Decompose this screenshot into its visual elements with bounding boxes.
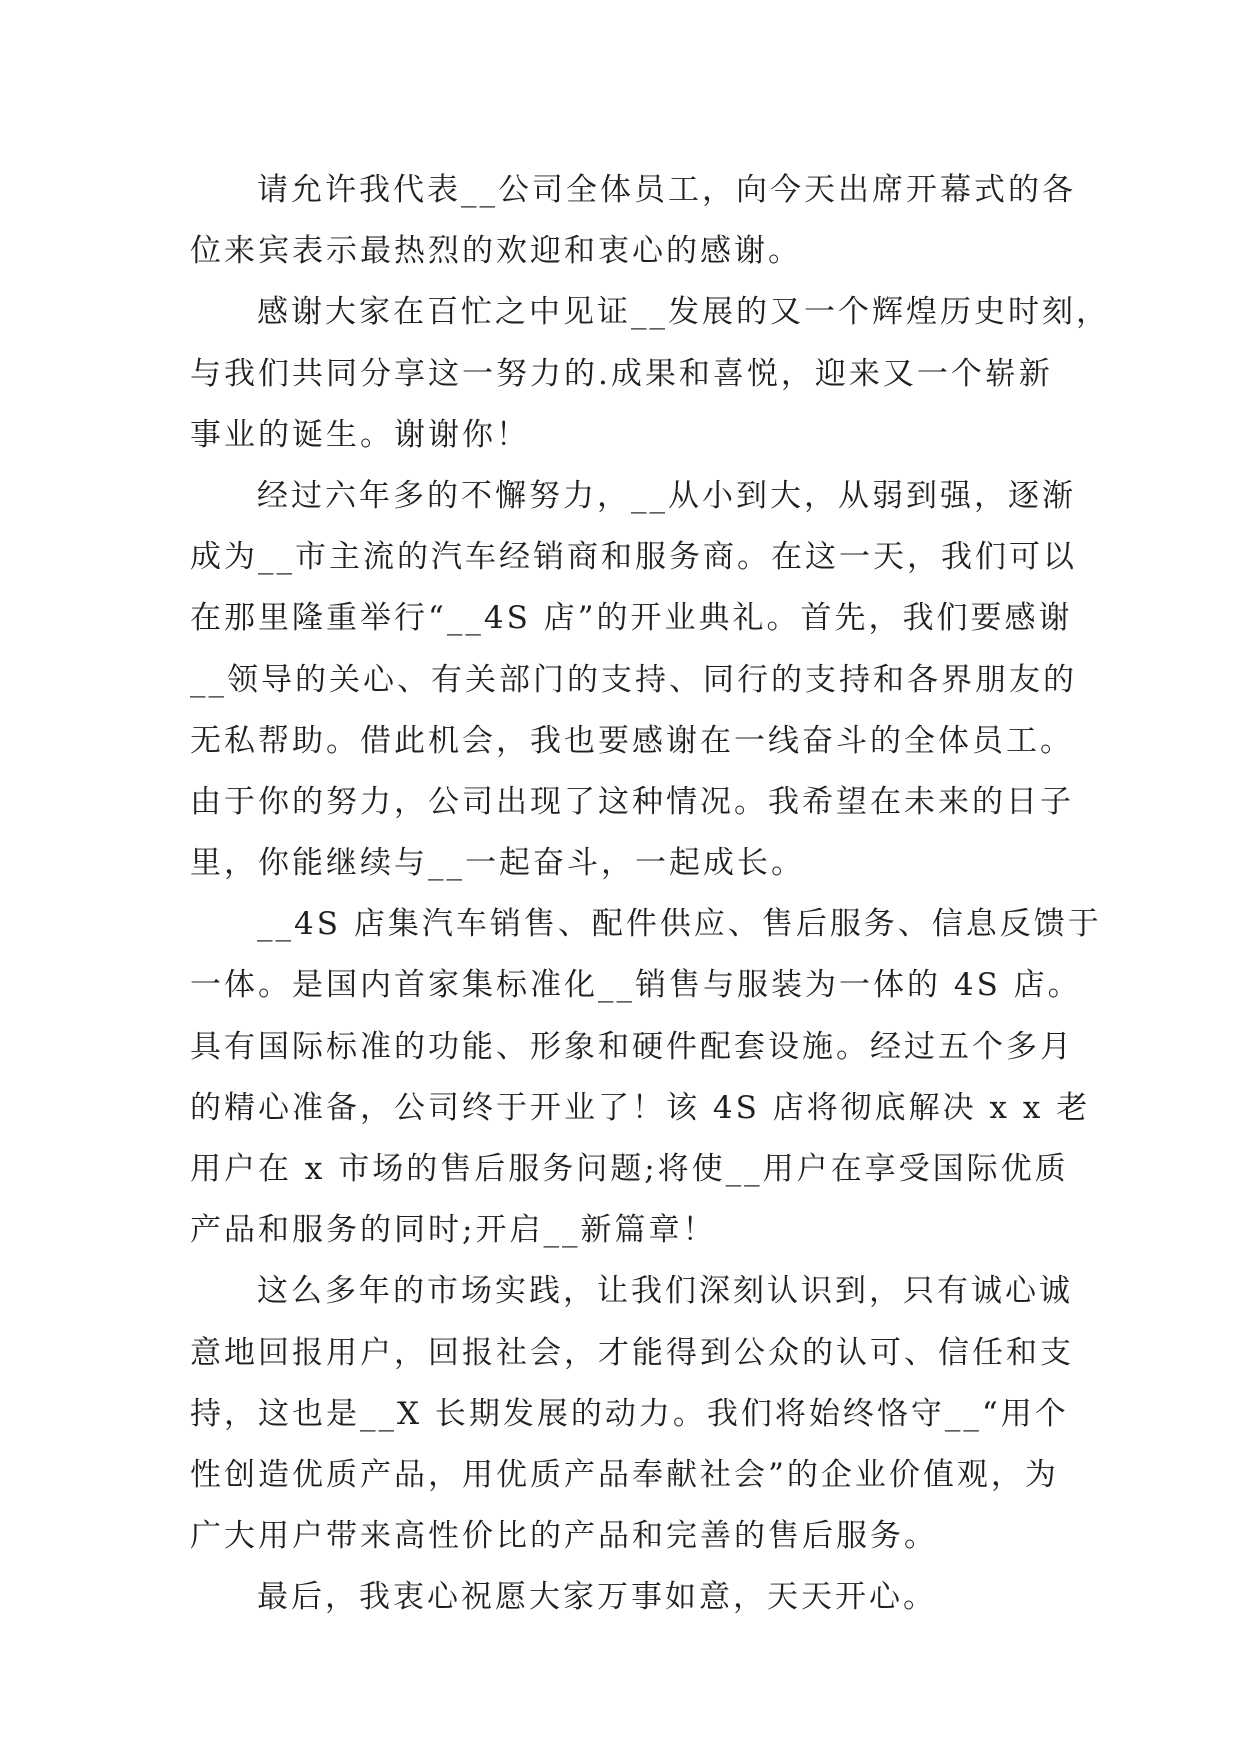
paragraph	[190, 1567, 1090, 1628]
text-line: 请允许我代表__公司全体员工，向今天出席开幕式的各	[257, 172, 1076, 208]
text-line: 产品和服务的同时;开启__新篇章！	[190, 1212, 717, 1249]
text-line: 由于你的努力，公司出现了这种情况。我希望在未来的日子	[190, 783, 1074, 820]
text-line: 持，这也是__X 长期发展的动力。我们将始终恪守__“用个	[190, 1395, 1069, 1432]
text-line: 无私帮助。借此机会，我也要感谢在一线奋斗的全体员工。	[190, 722, 1074, 759]
text-line: 意地回报用户，回报社会，才能得到公众的认可、信任和支	[190, 1334, 1074, 1371]
document-body	[190, 160, 1110, 1629]
paragraph	[190, 282, 1110, 466]
paragraph	[190, 894, 1102, 1261]
paragraph	[190, 160, 1090, 282]
text-line: 里，你能继续与__一起奋斗，一起成长。	[190, 845, 805, 882]
text-line: 位来宾表示最热烈的欢迎和衷心的感谢。	[190, 233, 802, 270]
text-line: 一体。是国内首家集标准化__销售与服装为一体的 4S 店。	[190, 967, 1082, 1004]
text-line: 最后，我衷心祝愿大家万事如意，天天开心。	[257, 1579, 937, 1616]
text-line: __4S 店集汽车销售、配件供应、售后服务、信息反馈于	[257, 906, 1102, 943]
text-line: 事业的诞生。谢谢你！	[190, 416, 530, 453]
text-line: 成为__市主流的汽车经销商和服务商。在这一天，我们可以	[190, 539, 1077, 576]
paragraph	[190, 466, 1090, 894]
text-line: 在那里隆重举行“__4S 店”的开业典礼。首先，我们要感谢	[190, 600, 1073, 637]
paragraph	[190, 1261, 1090, 1567]
text-line: 用户在 x 市场的售后服务问题;将使__用户在享受国际优质	[190, 1151, 1069, 1187]
text-line: 性创造优质产品，用优质产品奉献社会”的企业价值观，为	[190, 1456, 1059, 1493]
text-line: 感谢大家在百忙之中见证__发展的又一个辉煌历史时刻，	[257, 294, 1110, 331]
text-line: __领导的关心、有关部门的支持、同行的支持和各界朋友的	[190, 661, 1077, 698]
text-line: 的精心准备，公司终于开业了！该 4S 店将彻底解决 x x 老	[190, 1089, 1091, 1126]
text-line: 与我们共同分享这一努力的.成果和喜悦，迎来又一个崭新	[190, 355, 1053, 392]
text-line: 这么多年的市场实践，让我们深刻认识到，只有诚心诚	[257, 1273, 1073, 1310]
text-line: 广大用户带来高性价比的产品和完善的售后服务。	[190, 1518, 938, 1555]
text-line: 经过六年多的不懈努力，__从小到大，从弱到强，逐渐	[257, 477, 1076, 514]
text-line: 具有国际标准的功能、形象和硬件配套设施。经过五个多月	[190, 1028, 1074, 1065]
